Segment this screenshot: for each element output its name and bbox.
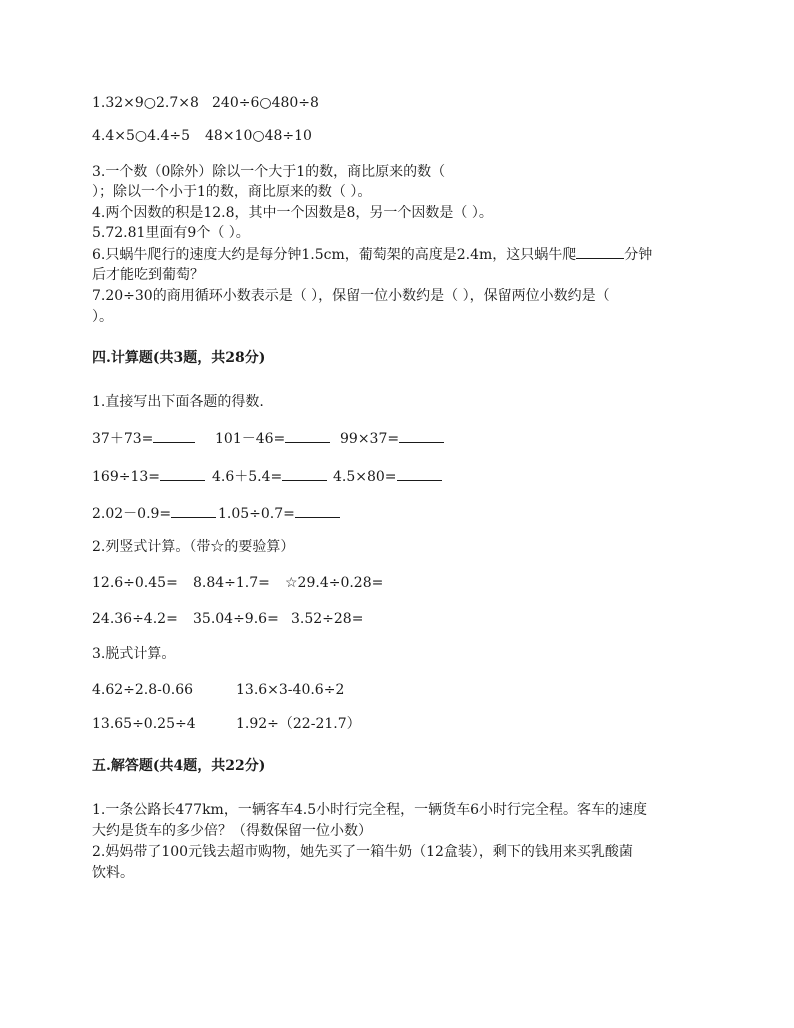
mental-calc-expression: 4.6＋5.4= [212,469,283,485]
fill-question-6-line-1 [92,244,652,265]
mental-calc-item [92,466,205,487]
section-5-title: 五.解答题(共4题，共22分) [92,758,266,774]
step-calc-item: 13.6×3-40.6÷2 [236,682,345,698]
mental-calc-item [92,428,195,449]
compare-item-2-right: 48×10○48÷10 [205,128,312,144]
word-problem-1-line-1: 1.一条公路长477km，一辆客车4.5小时行完全程，一辆货车6小时行完全程。客车的速度 [92,802,648,818]
vertical-calc-item: 12.6÷0.45= [92,575,178,591]
fill-question-3-line-2: ）；除以一个小于1的数，商比原来的数（ ）。 [92,184,372,200]
vertical-calc-item: ☆29.4÷0.28= [285,575,384,591]
section-4-title: 四.计算题(共3题，共28分) [92,350,266,366]
mental-calc-expression: 2.02－0.9= [92,506,172,522]
answer-blank[interactable] [153,428,195,443]
fill-question-4: 4.两个因数的积是12.8，其中一个因数是8，另一个因数是（ ）。 [92,205,493,221]
step-calc-item: 13.65÷0.25÷4 [92,716,196,732]
answer-blank[interactable] [399,428,444,443]
calc-question-2-title: 2.列竖式计算。（带☆的要验算） [92,539,295,555]
mental-calc-item [333,466,442,487]
mental-calc-item [215,428,330,449]
calc-question-1-title: 1.直接写出下面各题的得数. [92,394,264,410]
fill-question-6-text: 6.只蜗牛爬行的速度大约是每分钟1.5cm，葡萄架的高度是2.4m，这只蜗牛爬 [92,247,577,263]
calc-question-3-title: 3.脱式计算。 [92,646,176,662]
answer-blank[interactable] [282,466,327,481]
mental-calc-expression: 101－46= [215,431,286,447]
mental-calc-expression: 37＋73= [92,431,154,447]
mental-calc-expression: 1.05÷0.7= [218,506,295,522]
step-calc-item: 1.92÷（22-21.7） [236,716,361,732]
compare-item-2-left: 4.4×5○4.4÷5 [92,128,191,144]
compare-item-1-left: 1.32×9○2.7×8 [92,95,199,111]
compare-item-1-right: 240÷6○480÷8 [212,95,319,111]
mental-calc-item [212,466,327,487]
step-calc-item: 4.62÷2.8-0.66 [92,682,194,698]
word-problem-1-line-2: 大约是货车的多少倍？（得数保留一位小数） [92,823,372,839]
mental-calc-expression: 169÷13= [92,469,160,485]
mental-calc-item [218,503,340,524]
fill-question-7-line-2: ）。 [92,309,113,325]
vertical-calc-item: 8.84÷1.7= [193,575,270,591]
fill-question-7-line-1: 7.20÷30的商用循环小数表示是（ ），保留一位小数约是（ ），保留两位小数约是（ [92,288,610,304]
fill-question-5: 5.72.81里面有9个（ ）。 [92,225,250,241]
vertical-calc-item: 24.36÷4.2= [92,611,178,627]
fill-question-3-line-1: 3.一个数（0除外）除以一个大于1的数，商比原来的数（ [92,164,446,180]
answer-blank[interactable] [285,428,330,443]
fill-question-6-line-2: 后才能吃到葡萄？ [92,267,204,283]
mental-calc-item [340,428,444,449]
answer-blank[interactable] [576,244,624,259]
word-problem-2-line-1: 2.妈妈带了100元钱去超市购物，她先买了一箱牛奶（12盒装），剩下的钱用来买乳酸菌 [92,844,633,860]
mental-calc-expression: 99×37= [340,431,400,447]
mental-calc-item [92,503,216,524]
vertical-calc-item: 3.52÷28= [291,611,364,627]
answer-blank[interactable] [295,503,340,518]
answer-blank[interactable] [171,503,216,518]
vertical-calc-item: 35.04÷9.6= [193,611,279,627]
word-problem-2-line-2: 饮料。 [92,865,134,881]
mental-calc-expression: 4.5×80= [333,469,397,485]
answer-blank[interactable] [160,466,205,481]
answer-blank[interactable] [397,466,442,481]
fill-question-6-unit: 分钟 [624,247,653,263]
